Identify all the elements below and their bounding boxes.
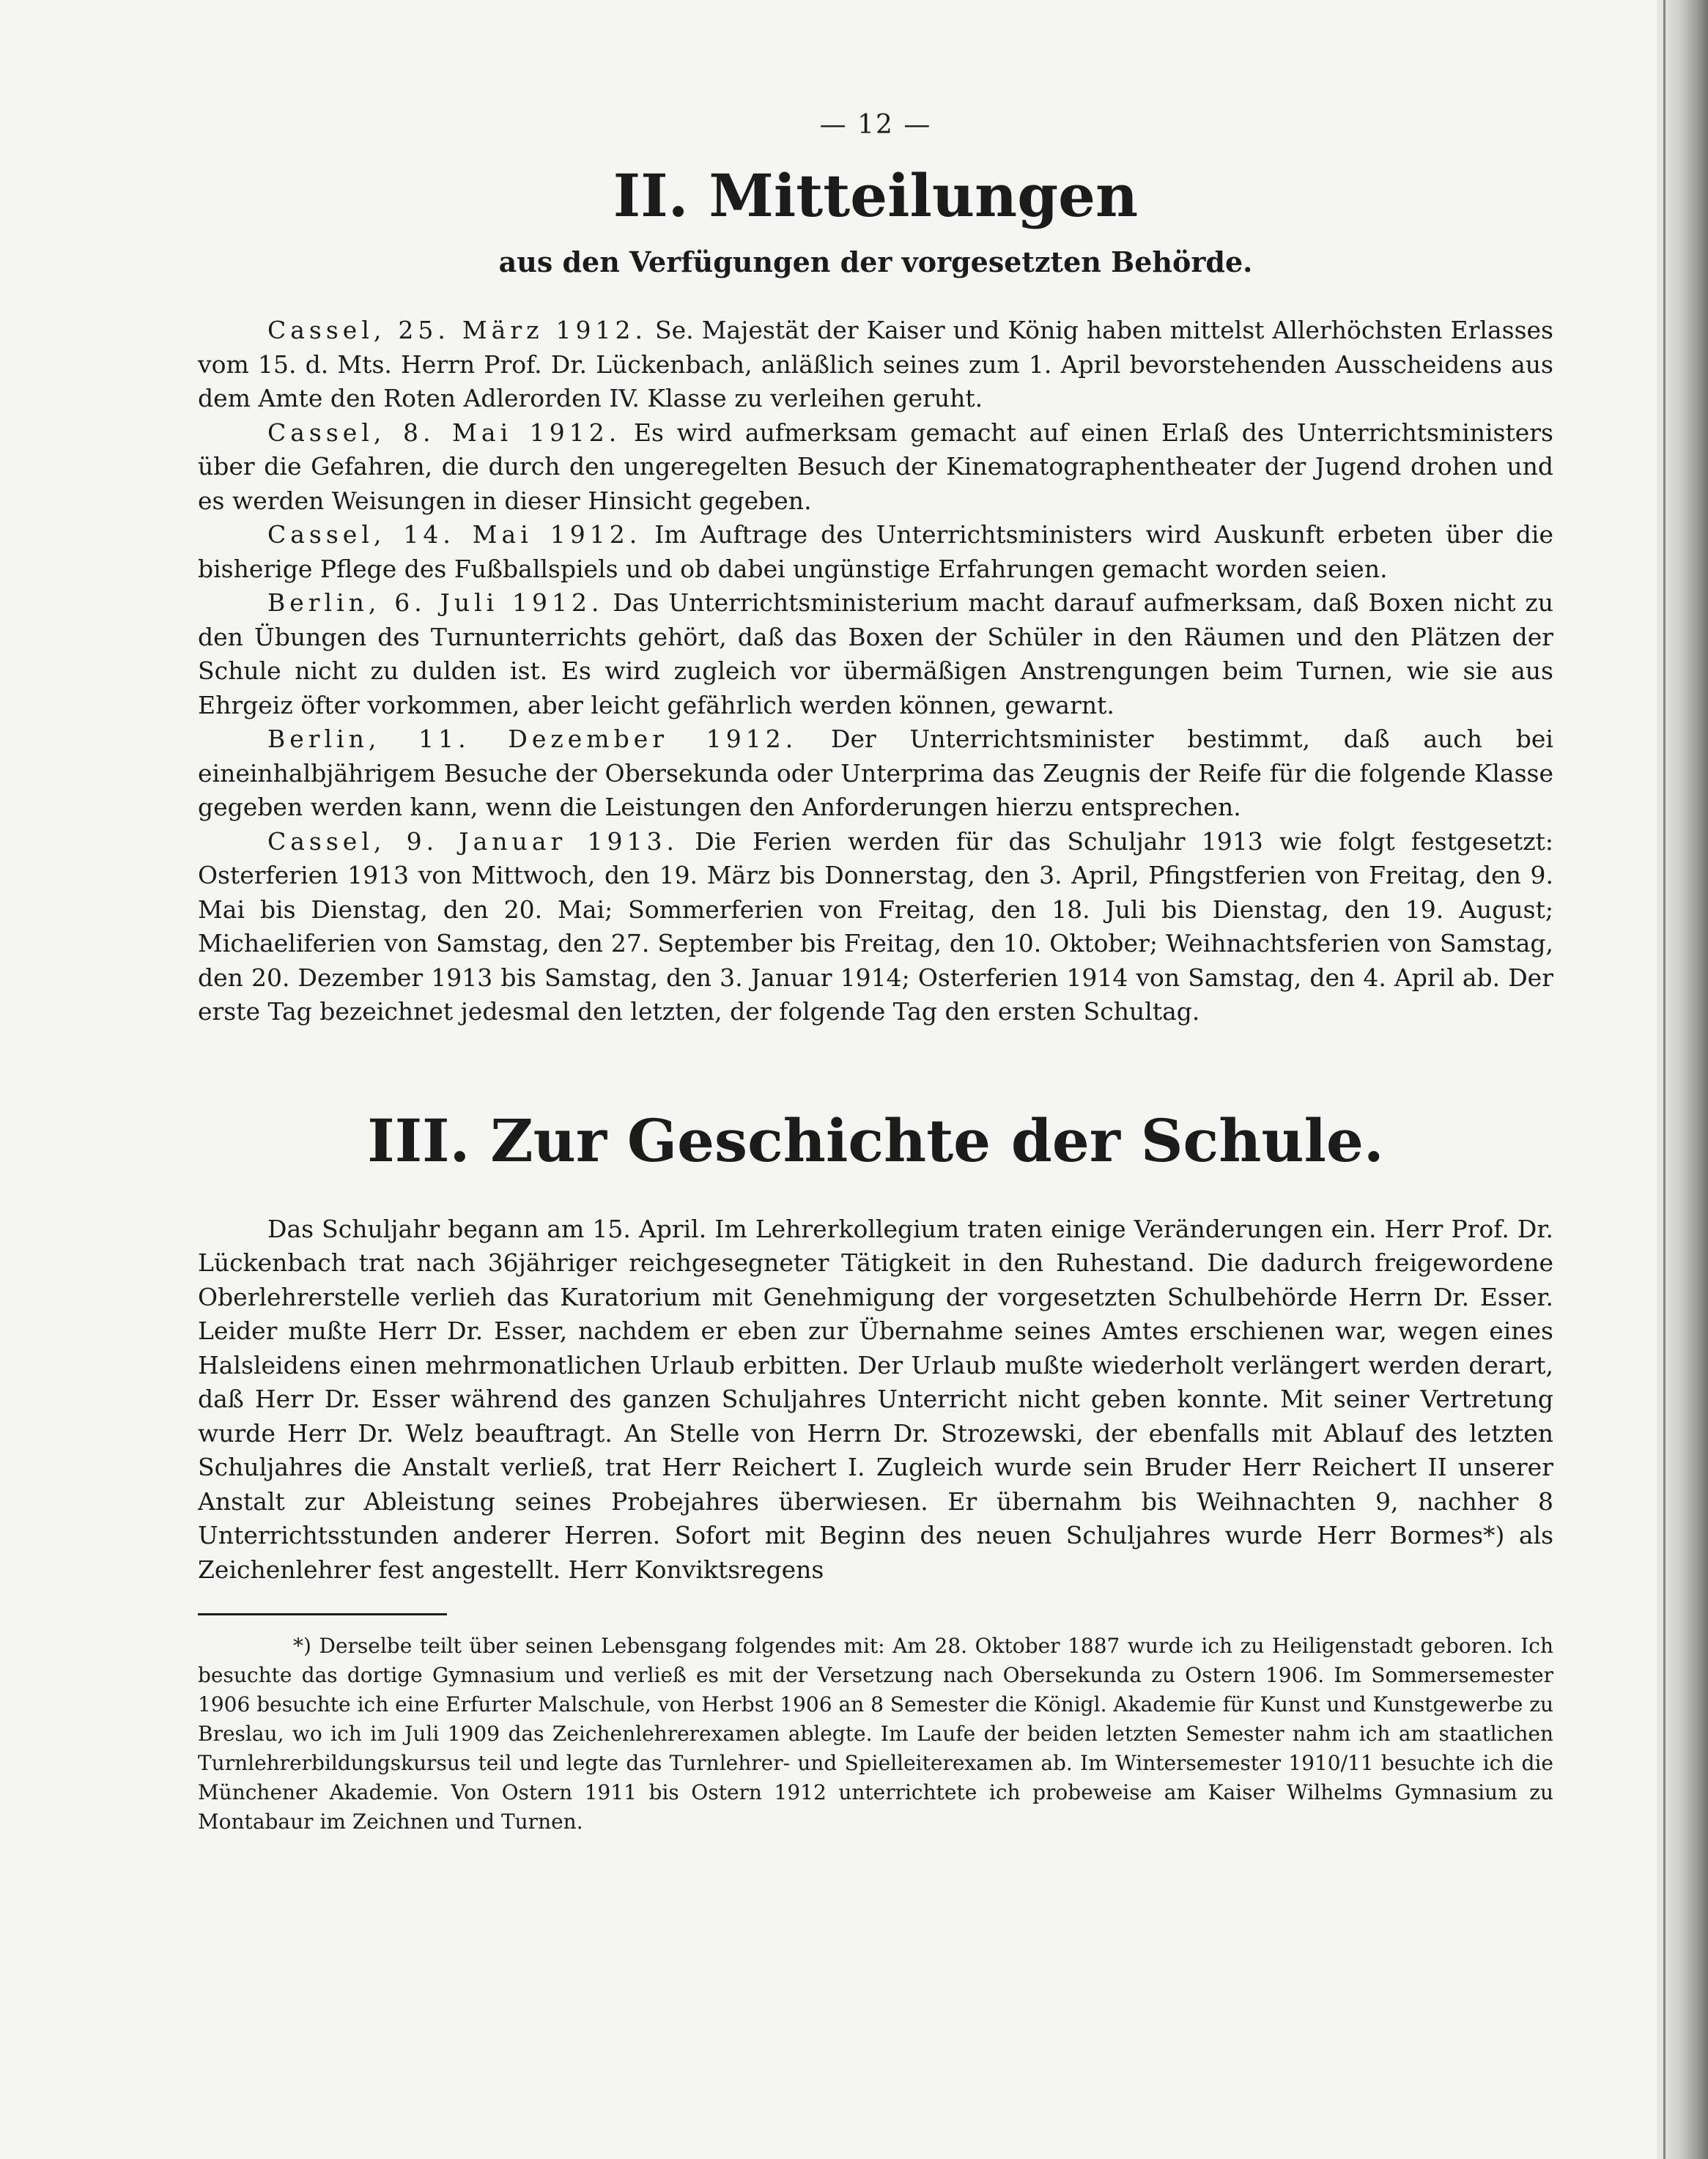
entry-text: Das Unterrichtsministerium macht darauf aufmerksam, daß Boxen nicht zu den Übungen des Turnunterrichts gehört, daß das Boxen der Schüler in den Räumen und den Plätzen der Schule nicht zu dulden ist. Es wird zugleich vor übermäßigen Anstrengungen beim Turnen, wie sie aus Ehrgeiz öfter vorkommen, aber leicht gefährlich werden können, gewarnt. (198, 588, 1553, 719)
entry-text: Im Auftrage des Unterrichtsministers wird Auskunft erbeten über die bisherige Pflege des Fußballspiels und ob dabei ungünstige Erfahrungen gemacht worden seien. (198, 520, 1553, 583)
announcement-entry (198, 825, 1553, 1029)
section-title-geschichte: III. Zur Geschichte der Schule. (367, 1106, 1384, 1175)
school-history-paragraph: Das Schuljahr begann am 15. April. Im Lehrerkollegium traten einige Veränderungen ein. Herr Prof. Dr. Lückenbach trat nach 36jähriger reichgesegneter Tätigkeit in den Ruhestand. Die dadurch freigewordene Oberlehrerstelle verlieh das Kuratorium mit Genehmigung der vorgesetzten Schulbehörde Herrn Dr. Esser. Leider mußte Herr Dr. Esser, nachdem er eben zur Übernahme seines Amtes erschienen war, wegen eines Halsleidens einen mehrmonatlichen Urlaub erbitten. Der Urlaub mußte wiederholt verlängert werden derart, daß Herr Dr. Esser während des ganzen Schuljahres Unterricht nicht geben konnte. Mit seiner Vertretung wurde Herr Dr. Welz beauftragt. An Stelle von Herrn Dr. Strozewski, der ebenfalls mit Ablauf des letzten Schuljahres die Anstalt verließ, trat Herr Reichert I. Zugleich wurde sein Bruder Herr Reichert II unserer Anstalt zur Ableistung seines Probejahres überwiesen. Er übernahm bis Weihnachten 9, nachher 8 Unterrichtsstunden anderer Herren. Sofort mit Beginn des neuen Schuljahres wurde Herr Bormes*) als Zeichenlehrer fest angestellt. Herr Konviktsregens (198, 1214, 1553, 1584)
announcement-entry (198, 416, 1553, 519)
announcements-list (198, 314, 1553, 1029)
entry-text: Se. Majestät der Kaiser und König haben mittelst Allerhöchsten Erlasses vom 15. d. Mts. Herrn Prof. Dr. Lückenbach, anläßlich seines zum 1. April bevorstehenden Ausscheidens aus dem Amte den Roten Adlerorden IV. Klasse zu verleihen geruht. (198, 316, 1553, 412)
section-title-mitteilungen: II. Mitteilungen (613, 161, 1139, 230)
footnote: *) Derselbe teilt über seinen Lebensgang folgendes mit: Am 28. Oktober 1887 wurde ich zu Heiligenstadt geboren. Ich besuchte das dortige Gymnasium und verließ es mit der Versetzung nach Obersekunda zu Ostern 1906. Im Sommersemester 1906 besuchte ich eine Erfurter Malschule, von Herbst 1906 an 8 Semester die Königl. Akademie für Kunst und Kunstgewerbe zu Breslau, wo ich im Juli 1909 das Zeichenlehrerexamen ablegte. Im Laufe der beiden letzten Semester nahm ich am staatlichen Turnlehrerbildungskursus teil und legte das Turnlehrer- und Spielleiterexamen ab. Im Wintersemester 1910/11 besuchte ich die Münchener Akademie. Von Ostern 1911 bis Ostern 1912 unterrichtete ich probeweise am Kaiser Wilhelms Gymnasium zu Montabaur im Zeichnen und Turnen. (198, 1634, 1553, 1834)
section-subtitle: aus den Verfügungen der vorgesetzten Behörde. (498, 245, 1253, 278)
document-page (198, 110, 1553, 1837)
announcement-entry (198, 722, 1553, 825)
entry-place-date: Cassel, 14. Mai 1912. (267, 520, 642, 549)
entry-text: Der Unterrichtsminister bestimmt, daß auch bei eineinhalbjährigem Besuche der Obersekunda oder Unterprima das Zeugnis der Reife für die folgende Klasse gegeben werden kann, wenn die Leistungen den Anforderungen hierzu entsprechen. (198, 725, 1553, 821)
entry-place-date: Berlin, 6. Juli 1912. (267, 588, 604, 617)
entry-place-date: Berlin, 11. Dezember 1912. (267, 725, 798, 753)
announcement-entry (198, 314, 1553, 416)
announcement-entry (198, 518, 1553, 586)
entry-place-date: Cassel, 8. Mai 1912. (267, 418, 621, 447)
footnote-divider (198, 1613, 447, 1615)
page-number: — 12 — (819, 110, 932, 140)
entry-text: Die Ferien werden für das Schuljahr 1913 wie folgt festgesetzt: Osterferien 1913 von Mittwoch, den 19. März bis Donnerstag, den 3. April, Pfingstferien von Freitag, den 9. Mai bis Dienstag, den 20. Mai; Sommerferien von Freitag, den 18. Juli bis Dienstag, den 19. August; Michaeliferien von Samstag, den 27. September bis Freitag, den 10. Oktober; Weihnachtsferien von Samstag, den 20. Dezember 1913 bis Samstag, den 3. Januar 1914; Osterferien 1914 von Samstag, den 4. April ab. Der erste Tag bezeichnet jedesmal den letzten, der folgende Tag den ersten Schultag. (198, 826, 1553, 1026)
entry-text: Es wird aufmerksam gemacht auf einen Erlaß des Unterrichtsministers über die Gefahren, die durch den ungeregelten Besuch der Kinematographentheater der Jugend drohen und es werden Weisungen in dieser Hinsicht gegeben. (198, 418, 1553, 515)
book-gutter-line (1663, 0, 1666, 2159)
entry-place-date: Cassel, 9. Januar 1913. (267, 826, 679, 856)
announcement-entry (198, 586, 1553, 722)
entry-place-date: Cassel, 25. März 1912. (267, 316, 648, 344)
